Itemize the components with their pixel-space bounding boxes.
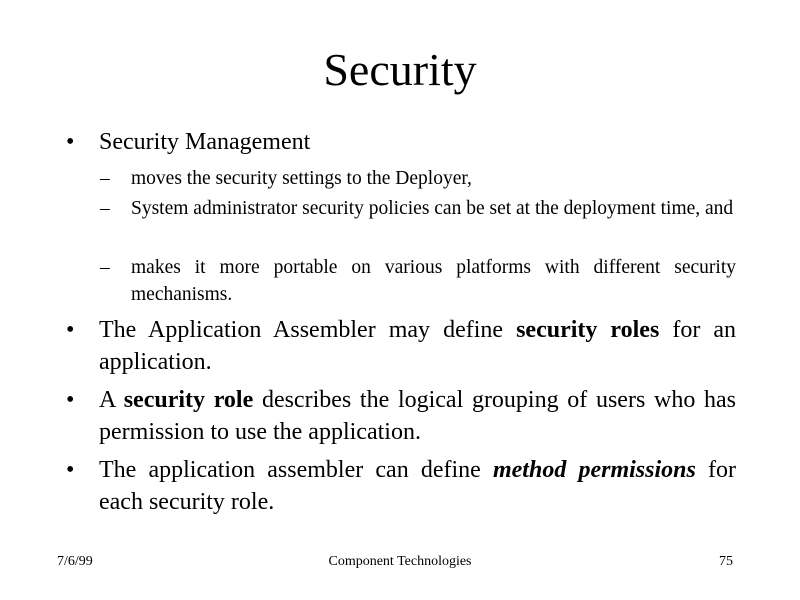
bullet-marker: • [66,317,75,343]
bullet-marker: • [66,387,75,413]
dash-marker: – [100,198,110,219]
sub-bullet-portable [100,254,736,308]
bullet-security-role: • A security role describes the logical grouping of users who has permission to use the application. [66,384,736,448]
sub-bullet-text: moves the security settings to the Deployer, [131,168,472,189]
bullet-application-assembler: • The Application Assembler may define security roles for an application. [66,314,736,378]
dash-marker: – [100,257,110,278]
bullet-method-permissions: • The application assembler can define method permissions for each security role. [66,454,736,518]
dash-marker: – [100,168,110,189]
emphasis-security-role: security role [123,387,254,413]
footer-title: Component Technologies [328,554,472,569]
sub-bullet-admin-policies [100,195,736,222]
slide-title: Security [323,44,477,95]
footer-date: 7/6/99 [57,554,93,569]
emphasis-security-roles: security roles [516,317,660,343]
bullet-text: Security Management [99,129,311,155]
bullet-marker: • [66,129,75,155]
sub-bullet-text: makes it more portable on various platforms with different security mechanisms. [131,257,736,305]
sub-bullet-deployer [100,165,736,192]
bullet-security-management [66,126,736,158]
sub-bullet-text: System administrator security policies can be set at the deployment time, and [131,198,734,219]
emphasis-method-permissions: method permissions [492,457,696,483]
footer-page-number: 75 [719,554,733,569]
bullet-marker: • [66,457,75,483]
